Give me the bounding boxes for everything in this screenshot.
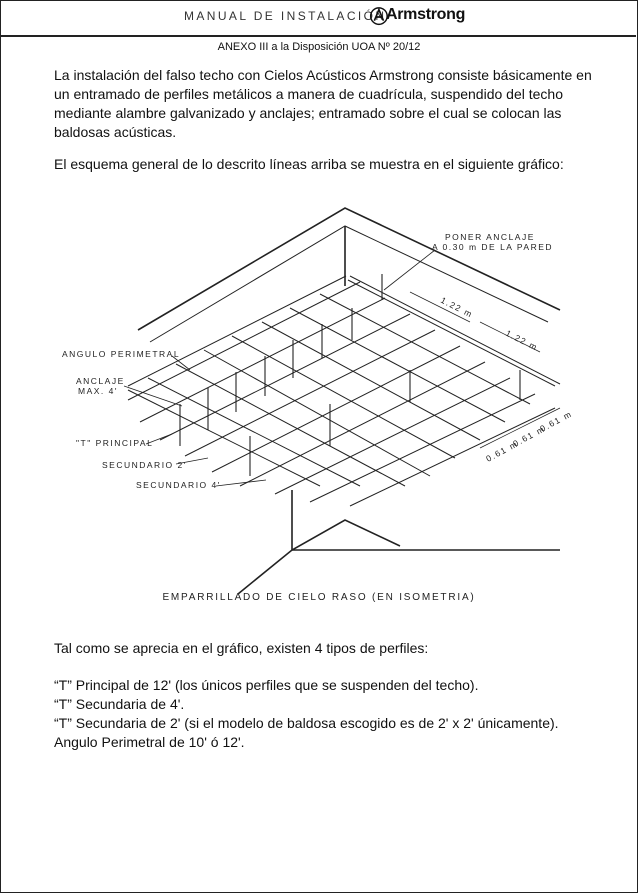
label-perimeter-angle: ANGULO PERIMETRAL bbox=[62, 349, 181, 359]
annex-reference: ANEXO III a la Disposición UOA Nº 20/12 bbox=[217, 41, 421, 53]
label-dim-061-c: 0.61 m bbox=[538, 408, 574, 434]
list-item: “T” Principal de 12' (los únicos perfiles que se suspenden del techo). bbox=[54, 677, 479, 693]
label-dim-122-a: 1.22 m bbox=[439, 294, 475, 320]
manual-title: MANUAL DE INSTALACIÓN bbox=[184, 9, 387, 23]
label-anchor-wall-2: A 0.30 m DE LA PARED bbox=[432, 242, 554, 252]
label-dim-061-a: 0.61 m bbox=[484, 438, 520, 464]
intro-paragraph: La instalación del falso techo con Cielos Acústicos Armstrong consiste básicamente en un entramado de perfiles metálicos a manera de cuadrícula, suspendido del techo mediante alambre galvanizado y anclajes; entramado sobre el cual se colocan las baldosas acústicas. bbox=[54, 67, 592, 140]
ceiling-grid-diagram bbox=[0, 190, 638, 630]
header bbox=[0, 0, 636, 36]
label-secondary-4: SECUNDARIO 4' bbox=[136, 480, 221, 490]
label-anchor-max: ANCLAJE bbox=[76, 376, 125, 386]
scheme-paragraph: El esquema general de lo descrito líneas arriba se muestra en el siguiente gráfico: bbox=[54, 156, 564, 172]
label-anchor-max-2: MAX. 4' bbox=[78, 386, 118, 396]
header-divider bbox=[0, 35, 636, 37]
label-dim-061-b: 0.61 m bbox=[511, 423, 547, 449]
label-anchor-wall: PONER ANCLAJE bbox=[445, 232, 535, 242]
label-secondary-2: SECUNDARIO 2' bbox=[102, 460, 187, 470]
list-item: Angulo Perimetral de 10' ó 12'. bbox=[54, 734, 245, 750]
label-t-main: "T" PRINCIPAL bbox=[76, 438, 154, 448]
list-item: “T” Secundaria de 2' (si el modelo de baldosa escogido es de 2' x 2' únicamente). bbox=[54, 715, 559, 731]
label-dim-122-b: 1.22 m bbox=[504, 327, 540, 353]
ceiling-grid bbox=[128, 276, 560, 506]
diagram-caption: EMPARRILLADO DE CIELO RASO (EN ISOMETRIA) bbox=[162, 592, 476, 603]
room-corner-outline bbox=[138, 208, 560, 594]
leader-lines bbox=[124, 250, 435, 486]
profiles-paragraph: Tal como se aprecia en el gráfico, existen 4 tipos de perfiles: bbox=[54, 640, 429, 656]
profiles-list bbox=[54, 676, 614, 752]
list-item: “T” Secundaria de 4'. bbox=[54, 696, 185, 712]
brand-logo-text: Armstrong bbox=[386, 6, 466, 23]
hanger-wires bbox=[180, 274, 520, 476]
